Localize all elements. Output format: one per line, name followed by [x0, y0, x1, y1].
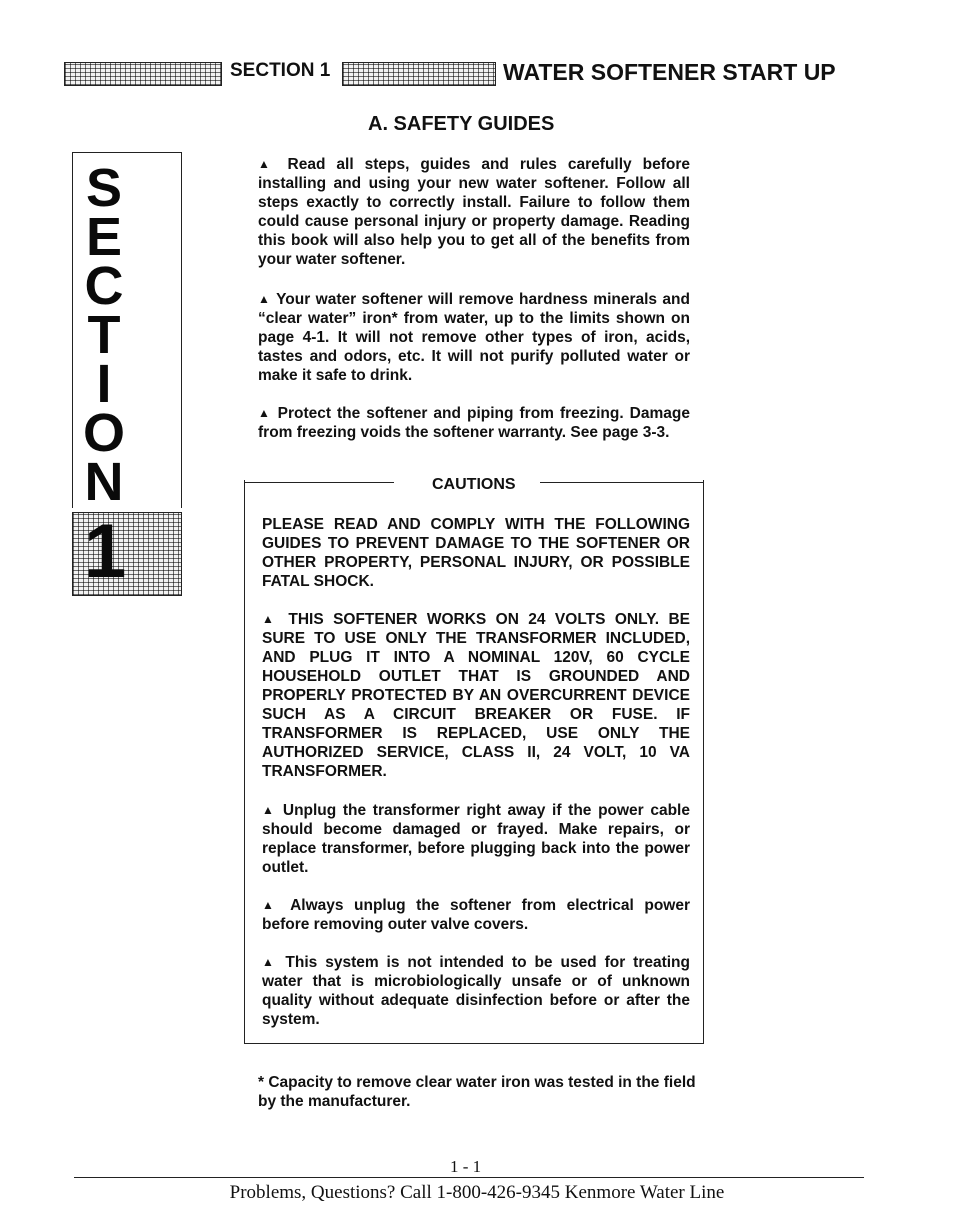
guide-paragraph: ▲ Read all steps, guides and rules carefully before installing and using your new water softener. Follow all steps exactly to correctly install. Failure to follow them could cause personal injury or property damage. Reading this book will also help you to get all of the benefits from your water softener.	[258, 156, 690, 268]
triangle-bullet-icon: ▲	[262, 955, 278, 969]
footnote: * Capacity to remove clear water iron was tested in the field by the manufacturer.	[258, 1074, 696, 1110]
footer-rule	[74, 1177, 864, 1178]
side-tab-letter: O	[82, 403, 125, 463]
footer-helpline: Problems, Questions? Call 1-800-426-9345 Kenmore Water Line	[229, 1182, 725, 1203]
triangle-bullet-icon: ▲	[258, 292, 271, 306]
triangle-bullet-icon: ▲	[258, 406, 272, 420]
caution-item: ▲ This system is not intended to be used for treating water that is microbiologically unsafe or of unknown quality without adequate disinfection before or after the system.	[262, 954, 690, 1028]
section-label: SECTION 1	[230, 60, 331, 81]
header-pattern-right	[342, 62, 496, 86]
cautions-title: CAUTIONS	[432, 476, 516, 493]
page-number: 1 - 1	[450, 1157, 482, 1176]
side-tab-letter: S	[85, 158, 123, 218]
triangle-bullet-icon: ▲	[262, 803, 277, 817]
header-pattern-left	[64, 62, 222, 86]
side-tab-letter: I	[96, 354, 112, 414]
caution-item: ▲ Unplug the transformer right away if the power cable should become damaged or frayed. Make repairs, or replace transformer, before plugging back into the power outlet.	[262, 802, 690, 876]
triangle-bullet-icon: ▲	[258, 157, 277, 171]
section-subtitle: A. SAFETY GUIDES	[368, 113, 555, 135]
caution-item: ▲ THIS SOFTENER WORKS ON 24 VOLTS ONLY. BE SURE TO USE ONLY THE TRANSFORMER INCLUDED, AND PLUG IT INTO A NOMINAL 120V, 60 CYCLE HOUSEHOLD OUTLET THAT IS GROUNDED AND PROPERLY PROTECTED BY AN OVERCURRENT DEVICE SUCH AS A CIRCUIT BREAKER OR FUSE. IF TRANSFORMER IS REPLACED, USE ONLY THE AUTHORIZED SERVICE, CLASS II, 24 VOLT, 10 VA TRANSFORMER.	[262, 611, 690, 780]
side-tab-letter: E	[85, 207, 123, 267]
triangle-bullet-icon: ▲	[262, 898, 281, 912]
side-tab-number: 1	[84, 509, 127, 594]
caution-item: ▲ Always unplug the softener from electrical power before removing outer valve covers.	[262, 897, 690, 933]
triangle-bullet-icon: ▲	[262, 612, 279, 626]
guide-paragraph: ▲ Protect the softener and piping from freezing. Damage from freezing voids the softener warranty. See page 3-3.	[258, 405, 690, 441]
guide-paragraph: ▲ Your water softener will remove hardness minerals and “clear water” iron* from water, up to the limits shown on page 4-1. It will not remove other types of iron, acids, tastes and odors, etc. It will not purify polluted water or make it safe to drink.	[258, 291, 690, 384]
side-tab-letter: C	[84, 256, 124, 316]
page-title: WATER SOFTENER START UP	[503, 59, 836, 85]
side-tab-letter: N	[84, 452, 124, 512]
side-tab-letter: T	[87, 305, 121, 365]
section-side-tab	[72, 152, 182, 512]
cautions-intro: PLEASE READ AND COMPLY WITH THE FOLLOWING GUIDES TO PREVENT DAMAGE TO THE SOFTENER OR OTHER PROPERTY, PERSONAL INJURY, OR POSSIBLE FATAL SHOCK.	[262, 516, 690, 590]
cautions-rule-left	[244, 482, 394, 483]
cautions-rule-right	[540, 482, 704, 483]
